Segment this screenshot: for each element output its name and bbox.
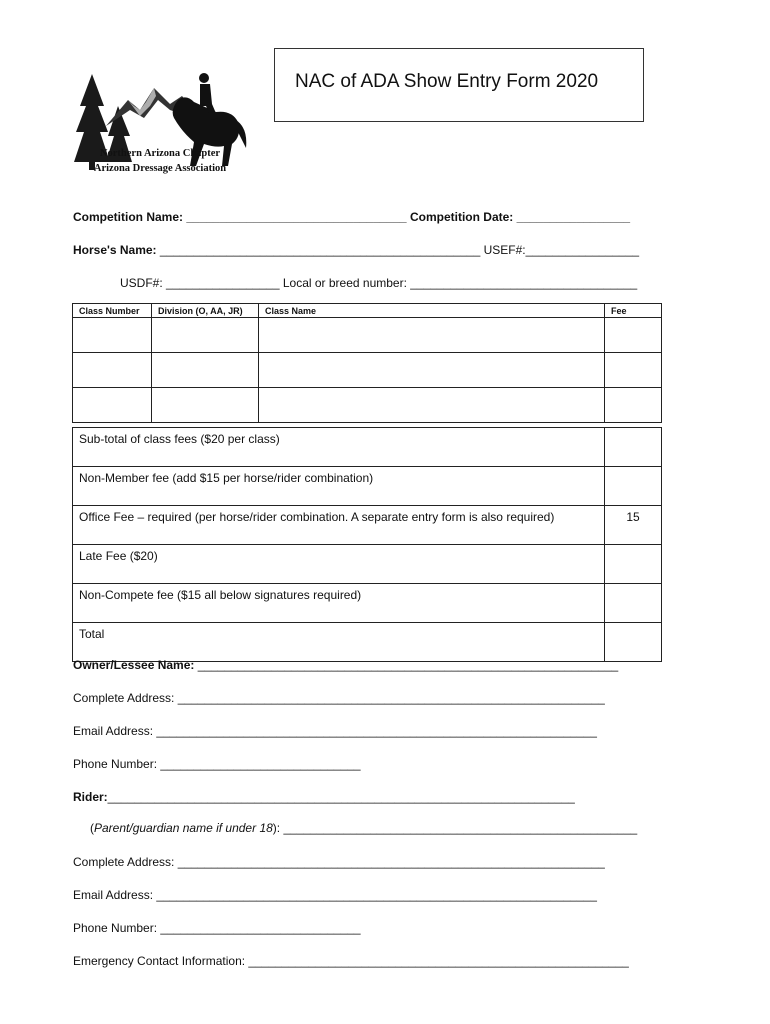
division-cell[interactable] — [152, 353, 259, 388]
fee-cell[interactable] — [605, 318, 662, 353]
usef-field[interactable]: _________________ — [525, 243, 640, 257]
guardian-line — [90, 821, 637, 835]
class-number-cell[interactable] — [73, 388, 152, 423]
usdf-label: USDF#: — [120, 276, 163, 290]
rider-line — [73, 790, 575, 804]
competition-name-label: Competition Name: — [73, 210, 184, 224]
owner-phone-label: Phone Number: — [73, 757, 158, 771]
owner-email-label: Email Address: — [73, 724, 154, 738]
class-row — [73, 318, 662, 353]
class-name-header: Class Name — [259, 304, 605, 318]
competition-date-label: Competition Date: — [409, 210, 514, 224]
class-number-cell[interactable] — [73, 353, 152, 388]
fee-row — [73, 506, 662, 545]
fee-label: Sub-total of class fees ($20 per class) — [73, 428, 605, 467]
owner-phone-field[interactable]: ______________________________ — [160, 757, 361, 771]
rider-address-field[interactable]: ________________________________________________________________ — [177, 855, 605, 869]
class-name-cell[interactable] — [259, 318, 605, 353]
fee-label: Non-Compete fee ($15 all below signatures required) — [73, 584, 605, 623]
fee-amount[interactable] — [605, 584, 662, 623]
emergency-contact-label: Emergency Contact Information: — [73, 954, 246, 968]
fee-row — [73, 428, 662, 467]
rider-address-label: Complete Address: — [73, 855, 175, 869]
division-cell[interactable] — [152, 318, 259, 353]
owner-name-label: Owner/Lessee Name: — [73, 658, 195, 672]
class-number-cell[interactable] — [73, 318, 152, 353]
fee-row — [73, 545, 662, 584]
owner-name-line — [73, 658, 618, 672]
fee-cell[interactable] — [605, 353, 662, 388]
owner-email-line — [73, 724, 597, 738]
class-table-header — [73, 304, 662, 318]
owner-address-field[interactable]: ________________________________________________________________ — [177, 691, 605, 705]
competition-date-field[interactable]: _________________ — [516, 210, 631, 224]
fee-cell[interactable] — [605, 388, 662, 423]
rider-email-line — [73, 888, 597, 902]
owner-address-label: Complete Address: — [73, 691, 175, 705]
fee-amount[interactable]: 15 — [605, 506, 662, 545]
class-name-cell[interactable] — [259, 353, 605, 388]
fee-amount[interactable] — [605, 623, 662, 662]
fee-amount[interactable] — [605, 545, 662, 584]
guardian-field[interactable]: _____________________________________________________ — [283, 821, 638, 835]
guardian-label: Parent/guardian name if under 18 — [94, 821, 273, 835]
fee-summary-table — [72, 427, 662, 662]
fee-amount[interactable] — [605, 428, 662, 467]
class-table — [72, 303, 662, 423]
logo-chapter-name: Northern Arizona Chapter — [99, 148, 221, 159]
fee-row — [73, 584, 662, 623]
logo-association-name: Arizona Dressage Association — [93, 163, 227, 174]
form-title: NAC of ADA Show Entry Form 2020 — [295, 71, 599, 92]
emergency-contact-field[interactable]: _________________________________________________________ — [248, 954, 629, 968]
local-number-field[interactable]: __________________________________ — [410, 276, 638, 290]
owner-phone-line — [73, 757, 361, 771]
owner-email-field[interactable]: __________________________________________________________________ — [156, 724, 597, 738]
division-header: Division (O, AA, JR) — [152, 304, 259, 318]
rider-phone-line — [73, 921, 361, 935]
owner-address-line — [73, 691, 605, 705]
rider-email-field[interactable]: __________________________________________________________________ — [156, 888, 597, 902]
horse-name-label: Horse's Name: — [73, 243, 157, 257]
fee-label: Late Fee ($20) — [73, 545, 605, 584]
rider-email-label: Email Address: — [73, 888, 154, 902]
class-number-header: Class Number — [73, 304, 152, 318]
usef-label: USEF#: — [483, 243, 526, 257]
rider-address-line — [73, 855, 605, 869]
competition-name-field[interactable]: _________________________________ — [186, 210, 407, 224]
fee-amount[interactable] — [605, 467, 662, 506]
horse-name-field[interactable]: ________________________________________________ — [159, 243, 481, 257]
horse-line — [73, 243, 639, 257]
usdf-field[interactable]: _________________ — [166, 276, 280, 290]
class-row — [73, 388, 662, 423]
fee-label: Total — [73, 623, 605, 662]
emergency-contact-line — [73, 954, 629, 968]
rider-label: Rider: — [73, 790, 108, 804]
rider-name-field[interactable]: ______________________________________________________________________ — [107, 790, 575, 804]
fee-row — [73, 467, 662, 506]
usdf-line — [120, 276, 637, 290]
fee-label: Non-Member fee (add $15 per horse/rider combination) — [73, 467, 605, 506]
guardian-open-paren: ( — [90, 821, 94, 835]
title-box — [274, 48, 644, 122]
rider-phone-field[interactable]: ______________________________ — [160, 921, 361, 935]
competition-line — [73, 210, 630, 224]
fee-header: Fee — [605, 304, 662, 318]
fee-label: Office Fee – required (per horse/rider combination. A separate entry form is also required) — [73, 506, 605, 545]
division-cell[interactable] — [152, 388, 259, 423]
guardian-close-paren: ): — [272, 821, 281, 835]
rider-phone-label: Phone Number: — [73, 921, 158, 935]
local-number-label: Local or breed number: — [282, 276, 407, 290]
fee-row — [73, 623, 662, 662]
owner-name-field[interactable]: _______________________________________________________________ — [197, 658, 619, 672]
class-name-cell[interactable] — [259, 388, 605, 423]
class-row — [73, 353, 662, 388]
